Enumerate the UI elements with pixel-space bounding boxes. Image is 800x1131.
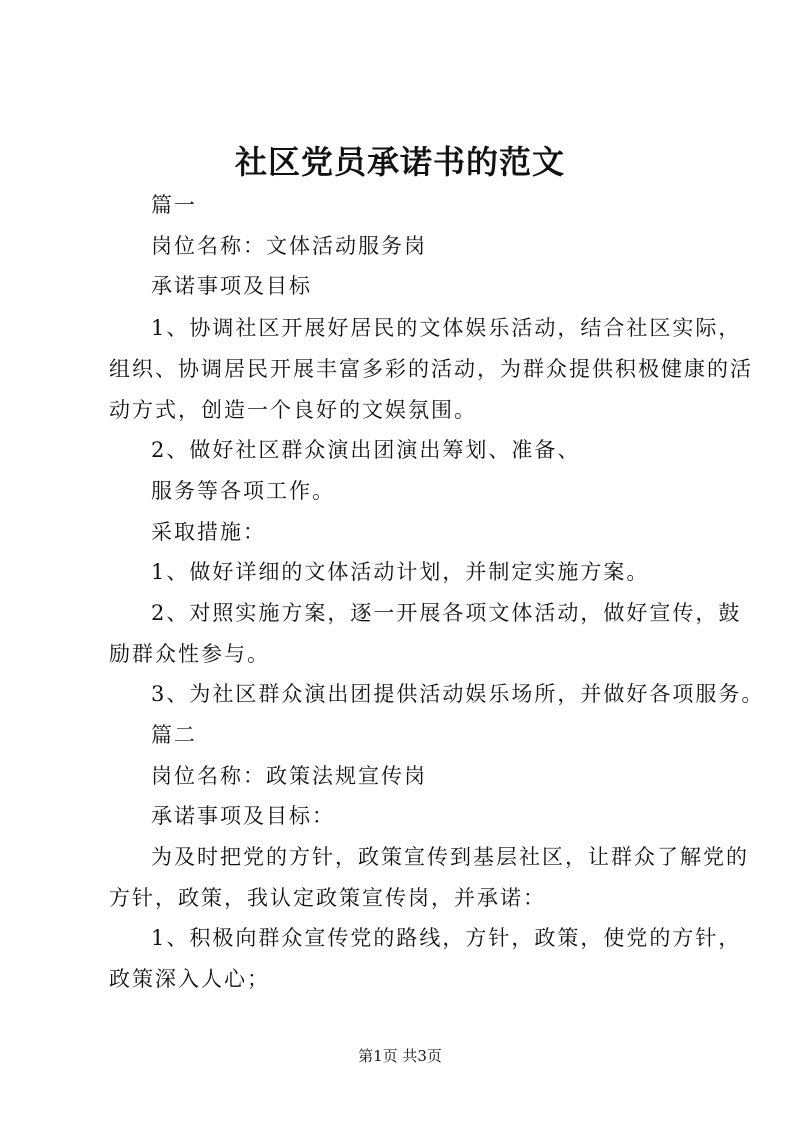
page-footer: 第1页 共3页 (358, 1047, 442, 1065)
paragraph-line: 1、做好详细的文体活动计划，并制定实施方案。 (151, 560, 650, 584)
paragraph-line: 组织、协调居民开展丰富多彩的活动，为群众提供积极健康的活 (109, 357, 753, 381)
paragraph-line: 动方式，创造一个良好的文娱氛围。 (109, 398, 477, 422)
document-title: 社区党员承诺书的范文 (234, 143, 565, 181)
paragraph-line: 2、对照实施方案，逐一开展各项文体活动，做好宣传，鼓 (151, 601, 742, 625)
paragraph-line: 方针，政策，我认定政策宣传岗，并承诺： (109, 886, 546, 910)
paragraph-line: 励群众性参与。 (109, 642, 270, 666)
paragraph-line: 承诺事项及目标 (151, 274, 312, 298)
paragraph-line: 为及时把党的方针，政策宣传到基层社区，让群众了解党的 (151, 845, 749, 869)
paragraph-line: 政策深入人心； (109, 967, 270, 991)
paragraph-line: 采取措施： (151, 520, 266, 544)
paragraph-line: 2、做好社区群众演出团演出筹划、准备、 (151, 438, 581, 462)
paragraph-line: 服务等各项工作。 (151, 479, 335, 503)
paragraph-line: 3、为社区群众演出团提供活动娱乐场所，并做好各项服务。 (151, 682, 765, 706)
paragraph-line: 篇一 (151, 193, 197, 217)
paragraph-line: 岗位名称：文体活动服务岗 (151, 234, 427, 258)
paragraph-line: 承诺事项及目标： (151, 804, 335, 828)
paragraph-line: 岗位名称：政策法规宣传岗 (151, 764, 427, 788)
paragraph-line: 1、积极向群众宣传党的路线，方针，政策，使党的方针， (151, 926, 742, 950)
paragraph-line: 篇二 (151, 723, 197, 747)
paragraph-line: 1、协调社区开展好居民的文体娱乐活动，结合社区实际， (151, 316, 742, 340)
